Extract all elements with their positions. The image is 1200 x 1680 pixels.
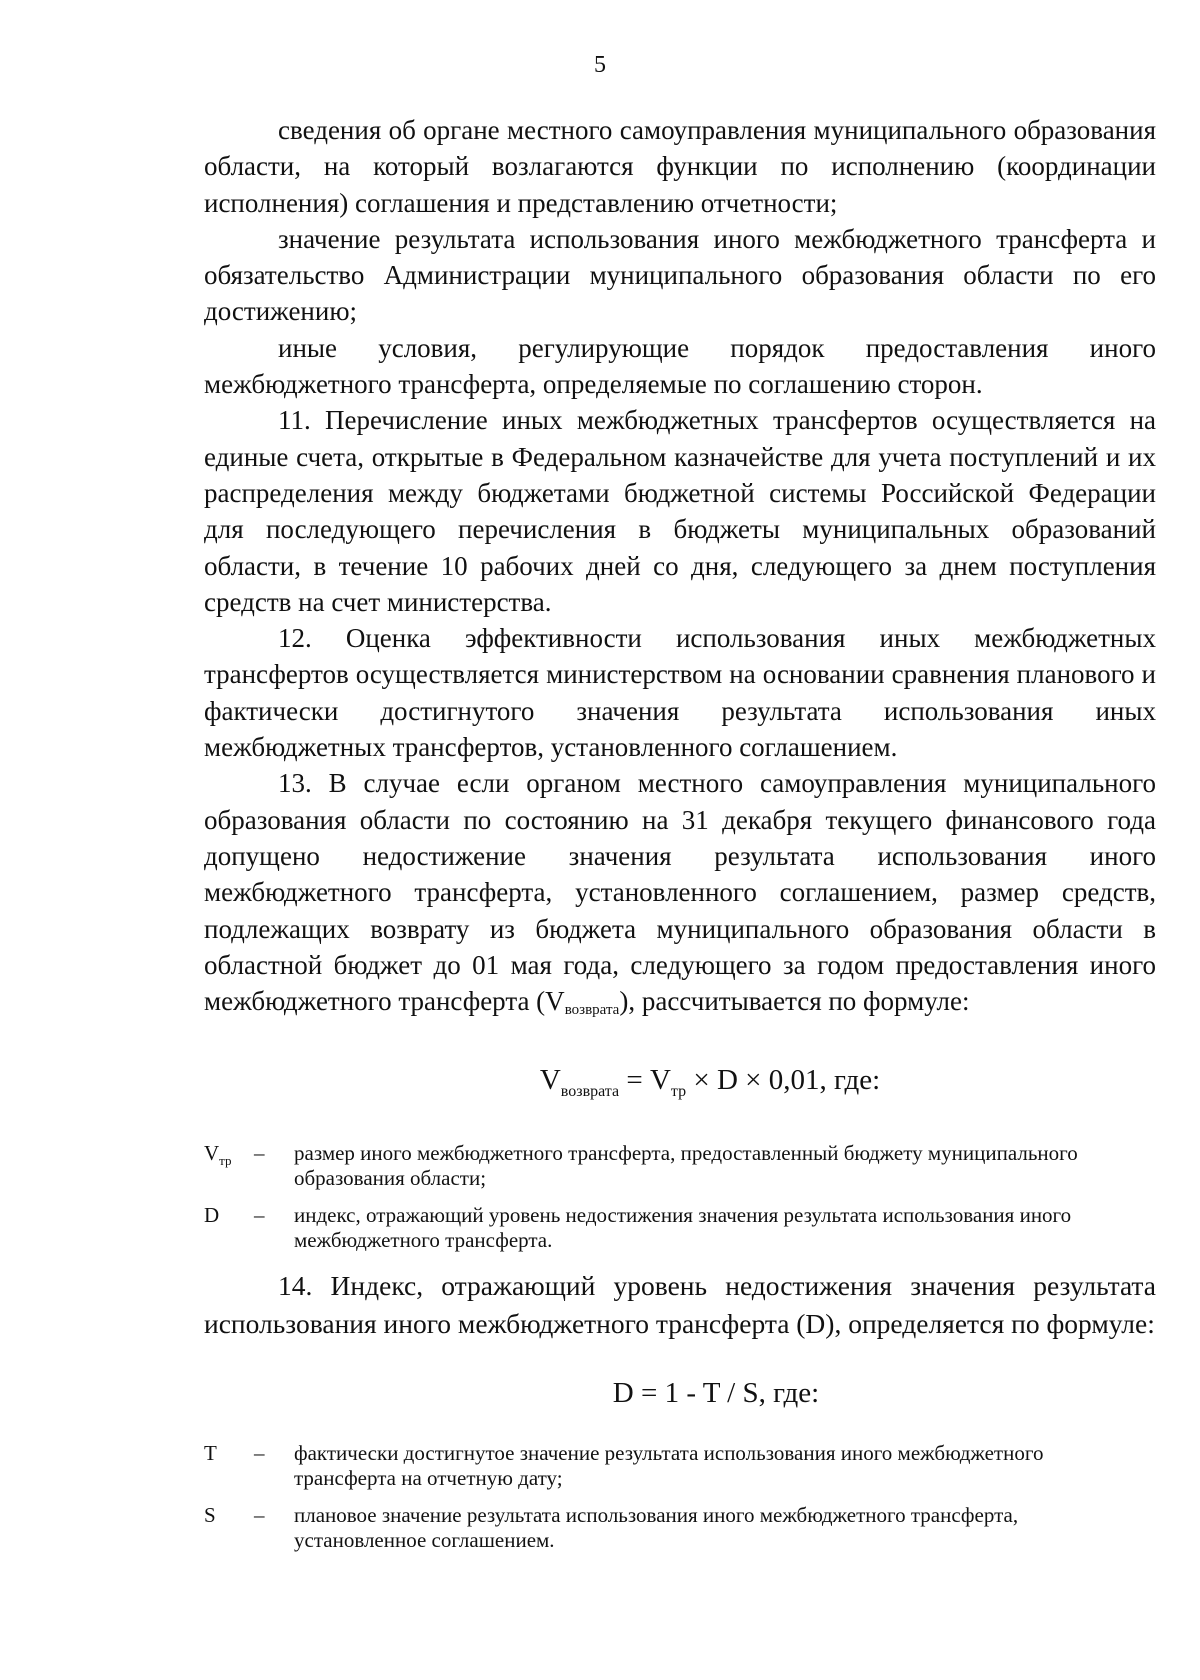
legend-dash: – (254, 1140, 265, 1165)
legend-description: размер иного межбюджетного трансферта, предоставленный бюджету муниципального образования области; (294, 1140, 1078, 1190)
formula-v-subscript: возврата (560, 1083, 620, 1101)
legend-symbol: S (204, 1502, 216, 1527)
legend-description: плановое значение результата использования иного межбюджетного трансферта, установленное соглашением. (294, 1502, 1019, 1552)
formula-2-legend (204, 1441, 1156, 1553)
paragraph-13-text: 13. В случае если органом местного самоуправления муниципального образования области по состоянию на 31 декабря текущего финансового года допущено недостижение значения результата использования иного межбюджетного трансферта, установленного соглашением, размер средств, подлежащих возврату из бюджета муниципального образования области в областной бюджет до 01 мая года, следующего за годом предоставления иного межбюджетного трансферта (V (204, 768, 1156, 1017)
formula-tr-subscript: тр (670, 1083, 687, 1101)
paragraph-other-conditions: иные условия, регулирующие порядок предоставления иного межбюджетного трансферта, определяемые по соглашению сторон. (204, 332, 1156, 400)
document-body (204, 112, 1156, 1565)
paragraph-result-value: значение результата использования иного межбюджетного трансферта и обязательство Администрации муниципального образования области по его достижению; (204, 223, 1156, 327)
formula-v: V (539, 1064, 561, 1097)
legend-description: индекс, отражающий уровень недостижения значения результата использования иного межбюджетного трансферта. (294, 1202, 1072, 1252)
paragraph-agreement-body-info: сведения об органе местного самоуправления муниципального образования области, на который возлагаются функции по исполнению (координации исполнения) соглашения и представлению отчетности; (204, 115, 1156, 218)
formula-index-d: D = 1 - T / S, где: (612, 1376, 820, 1409)
paragraph-14: 14. Индекс, отражающий уровень недостижения значения результата использования иного межбюджетного трансферта (D), определяется по формуле: (204, 1269, 1156, 1339)
formula-return-amount (264, 1062, 1156, 1110)
paragraph-13 (204, 765, 1156, 1028)
legend-item-s (204, 1503, 1156, 1553)
legend-symbol: D (204, 1202, 220, 1227)
legend-symbol: T (204, 1440, 217, 1465)
legend-dash: – (254, 1440, 265, 1465)
formula-1-legend (204, 1141, 1156, 1253)
legend-item-t (204, 1441, 1156, 1491)
legend-symbol: $V_{тр}$ (204, 1140, 232, 1168)
paragraph-13-subscript: возврата (564, 1002, 620, 1019)
legend-item-vtr (204, 1141, 1156, 1191)
page-number: 5 (594, 52, 606, 78)
paragraph-13-tail: ), рассчитывается по формуле: (619, 986, 970, 1017)
paragraph-11: 11. Перечисление иных межбюджетных трансфертов осуществляется на единые счета, открытые в Федеральном казначействе для учета поступлений и их распределения между бюджетами бюджетной системы Российской Федерации для последующего перечисления в бюджеты муниципальных образований области, в течение 10 рабочих дней со дня, следующего за днем поступления средств на счет министерства. (204, 405, 1156, 617)
legend-dash: – (254, 1502, 265, 1527)
formula-eq: = V (619, 1064, 671, 1097)
legend-item-d (204, 1203, 1156, 1253)
formula-rest: × D × 0,01, где: (686, 1064, 881, 1097)
legend-dash: – (254, 1202, 265, 1227)
legend-description: фактически достигнутое значение результата использования иного межбюджетного трансферта на отчетную дату; (294, 1440, 1044, 1490)
paragraph-12: 12. Оценка эффективности использования иных межбюджетных трансфертов осуществляется министерством на основании сравнения планового и фактически достигнутого значения результата использования иных межбюджетных трансфертов, установленного соглашением. (204, 623, 1156, 763)
